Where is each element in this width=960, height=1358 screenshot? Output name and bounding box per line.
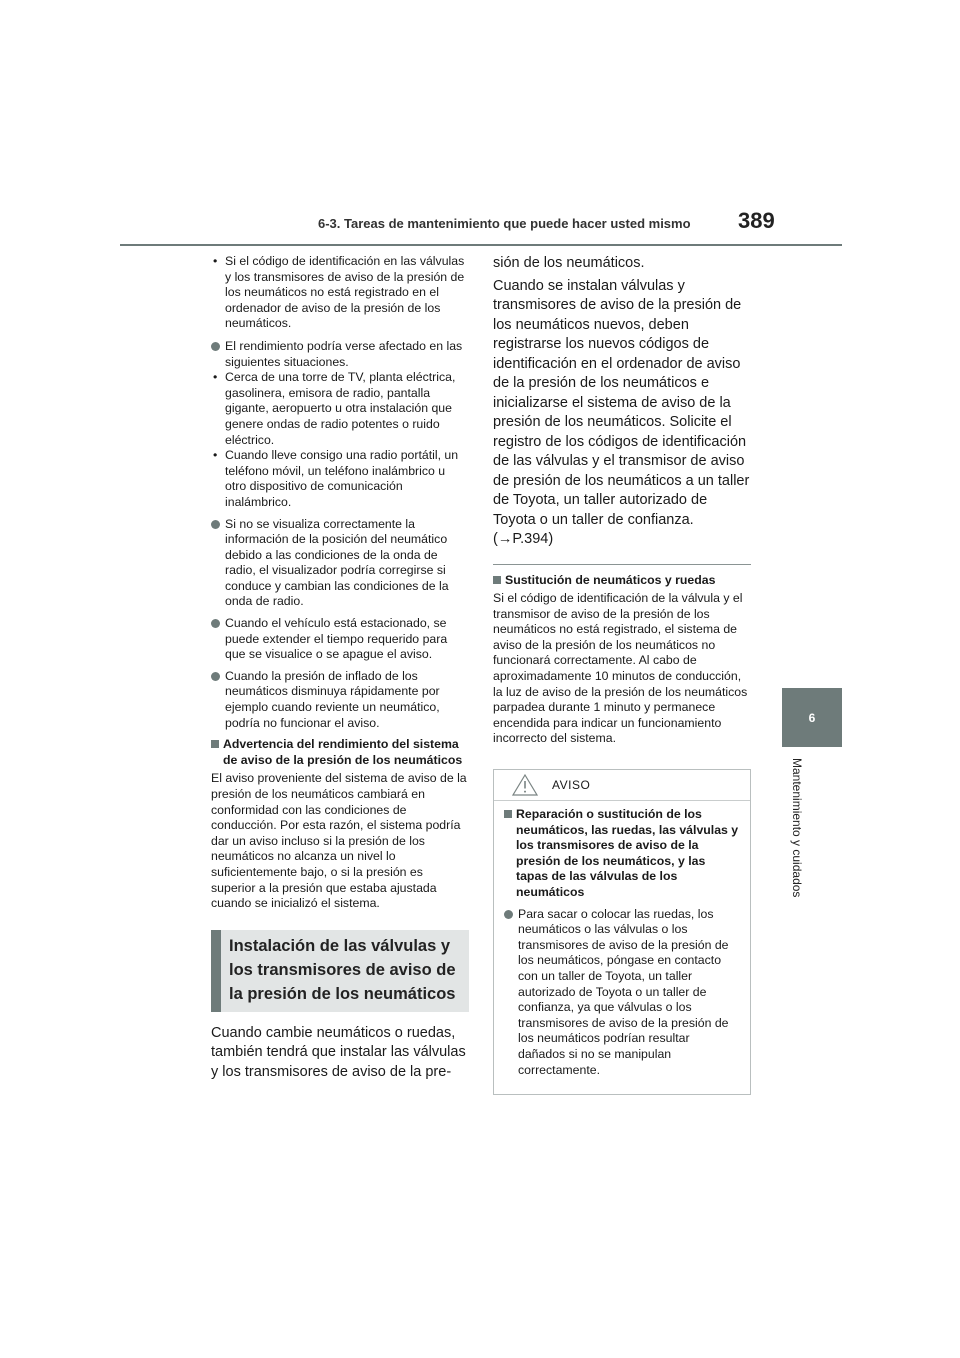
- note-item: [211, 517, 469, 611]
- page-number: 389: [738, 208, 775, 233]
- chapter-number: 6: [808, 710, 816, 725]
- circle-bullet-icon: [211, 342, 220, 351]
- warning-heading-text: Advertencia del rendimiento del sistema de aviso de la presión de los neumáticos: [223, 737, 463, 767]
- left-column: [211, 254, 469, 1088]
- square-bullet-icon: [504, 810, 512, 818]
- section-title: Instalación de las válvulas y los transmisores de aviso de la presión de los neumáticos: [229, 936, 456, 1003]
- top-bullet-list: [211, 254, 469, 332]
- circle-bullet-icon: [504, 910, 513, 919]
- divider: [493, 564, 751, 565]
- note-text: Cuando el vehículo está estacionado, se puede extender el tiempo requerido para que se visualice o se apague el aviso.: [225, 616, 448, 662]
- install-intro-paragraph: Cuando cambie neumáticos o ruedas, también tendrá que instalar las válvulas y los transmisores de aviso de la pre-: [211, 1024, 466, 1080]
- warning-box-label: AVISO: [552, 778, 591, 793]
- square-bullet-icon: [211, 740, 219, 748]
- note-text: El rendimiento podría verse afectado en las siguientes situaciones.: [225, 338, 463, 369]
- list-item: • Si el código de identificación en las válvulas y los transmisores de aviso de la presión de los neumáticos no está registrado en el ordenador de aviso de la presión de los neumáticos.: [211, 254, 469, 332]
- install-intro-continued: sión de los neumáticos.: [493, 255, 645, 271]
- right-column: [493, 254, 751, 1095]
- header-divider: [120, 244, 842, 246]
- note-text: Cuando la presión de inflado de los neumáticos disminuya rápidamente por ejemplo cuando reviente un neumático, podría no funcionar el aviso.: [225, 668, 440, 730]
- square-bullet-icon: [493, 576, 501, 584]
- warning-box-item: [504, 907, 740, 1079]
- circle-bullet-icon: [211, 672, 220, 681]
- replacement-heading: [493, 573, 751, 589]
- list-item: • Cuando lleve consigo una radio portátil, un teléfono móvil, un teléfono inalámbrico u otro dispositivo de comunicación inalámbrico.: [211, 448, 469, 510]
- warning-box: [493, 769, 751, 1095]
- section-title-box: [211, 930, 469, 1012]
- circle-bullet-icon: [211, 520, 220, 529]
- warning-triangle-icon: [512, 773, 538, 797]
- warning-box-heading: [504, 807, 740, 901]
- sub-bullet-list: [211, 370, 469, 510]
- warning-box-heading-text: Reparación o sustitución de los neumáticos, las ruedas, las válvulas y los transmisores de aviso de la presión de los neumáticos, y las tapas de las válvulas de los neumáticos: [516, 807, 739, 899]
- note-item: [211, 616, 469, 663]
- warning-paragraph: El aviso proveniente del sistema de aviso de la presión de los neumáticos cambiará en conformidad con las condiciones de conducción. Por esta razón, el sistema podría dar un aviso incluso si la presión de los neumáticos no alcanza un nivel lo suficientemente bajo, o si la presión es superior a la presión que estaba ajustada cuando se inicializó el sistema.: [211, 771, 467, 911]
- warning-box-header: [504, 770, 740, 800]
- chapter-title: Mantenimiento y cuidados: [790, 758, 804, 898]
- install-paragraph: Cuando se instalan válvulas y transmisores de aviso de la presión de los neumáticos nuevos, deben registrarse los nuevos códigos de identificación en el ordenador de aviso de la presión de los neumáticos e inicializarse el sistema de aviso de la presión de los neumáticos. Solicite el registro de los códigos de identificación de las válvulas y el transmisor de aviso de presión de los neumáticos a un taller de Toyota, un taller autorizado de Toyota o un taller de confianza. (→P.394): [493, 277, 750, 547]
- warning-box-divider: [494, 800, 750, 801]
- list-item: • Cerca de una torre de TV, planta eléctrica, gasolinera, emisora de radio, pantalla gigante, aeropuerto u otra instalación que genere ondas de radio potentes o ruido eléctrico.: [211, 370, 469, 448]
- warning-heading: [211, 737, 469, 768]
- note-item: [211, 669, 469, 731]
- note-text: Si no se visualiza correctamente la información de la posición del neumático debido a las condiciones de la onda de radio, el visualizador podría corregirse si conduce y cambian las condiciones de la onda de radio.: [225, 516, 449, 609]
- chapter-tab: [782, 688, 842, 747]
- replacement-heading-text: Sustitución de neumáticos y ruedas: [505, 572, 716, 587]
- circle-bullet-icon: [211, 619, 220, 628]
- note-item: [211, 339, 469, 511]
- replacement-paragraph: Si el código de identificación de la válvula y el transmisor de aviso de la presión de los neumáticos no está registrado, el sistema de aviso de la presión de los neumáticos no funcionará correctamente. Al cabo de aproximadamente 10 minutos de conducción, la luz de aviso de la presión de los neumáticos parpadea durante 1 minuto y permanece encendida para indicar un funcionamiento incorrecto del sistema.: [493, 591, 748, 746]
- warning-box-item-text: Para sacar o colocar las ruedas, los neumáticos o las válvulas o los transmisores de aviso de la presión de los neumáticos, póngase en contacto con un taller de Toyota, un taller autorizado de Toyota o un taller de confianza, ya que válvulas o los transmisores de aviso de la presión de los neumáticos podrían resultar dañados si no se manipulan correctamente.: [518, 906, 729, 1077]
- section-header-title: 6-3. Tareas de mantenimiento que puede hacer usted mismo: [318, 216, 691, 231]
